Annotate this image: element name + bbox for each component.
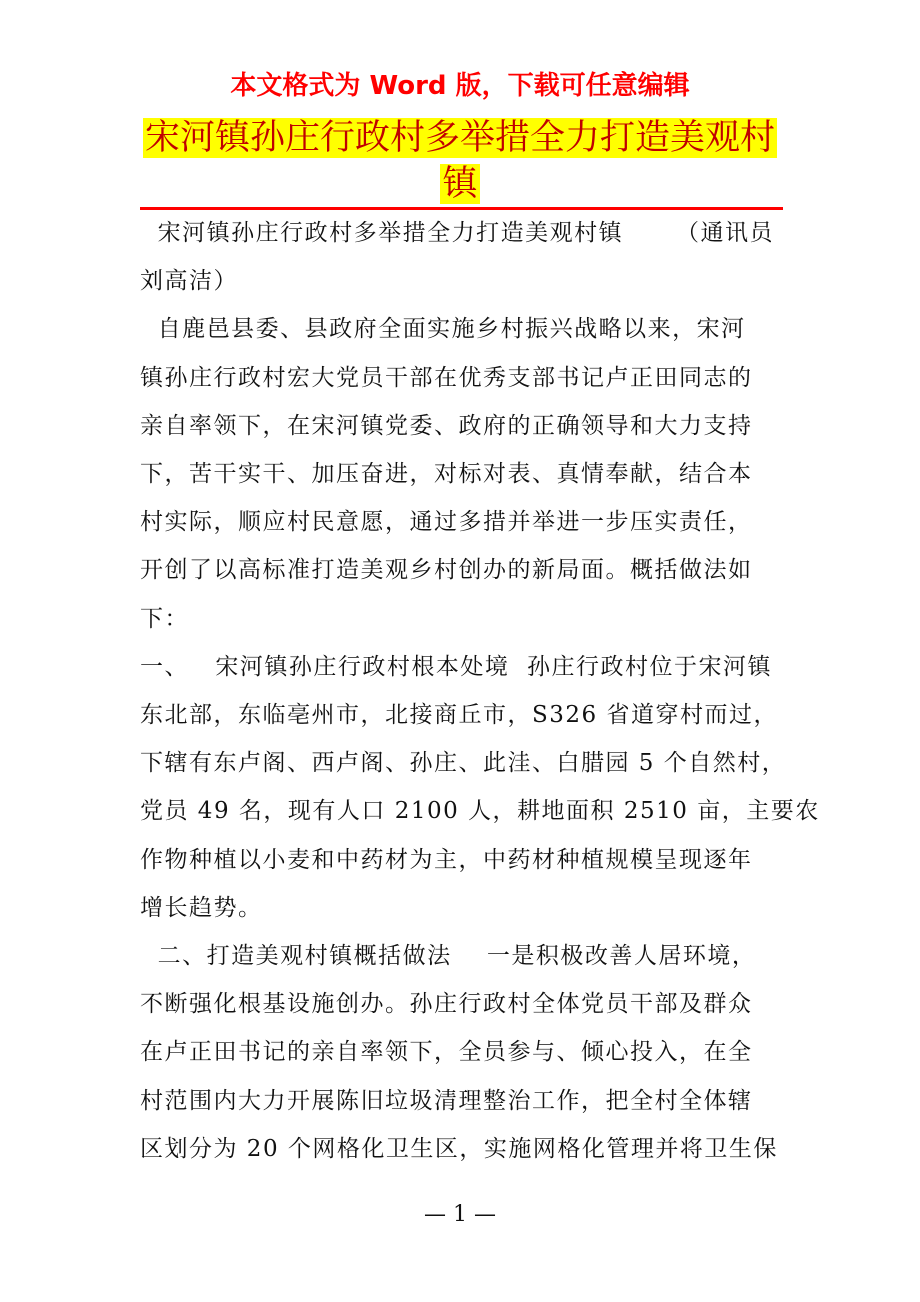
body-text-line: 宋河镇孙庄行政村多举措全力打造美观村镇 （通讯员: [140, 220, 774, 246]
body-text-line: 作物种植以小麦和中药材为主，中药材种植规模呈现逐年: [140, 846, 753, 873]
body-text-line: 刘高洁）: [140, 268, 238, 295]
body-text-line: 党员 49 名，现有人口 2100 人，耕地面积 2510 亩，主要农: [140, 798, 820, 825]
page-number: — 1 —: [424, 1202, 496, 1227]
body-text-line: 增长趋势。: [140, 894, 263, 921]
body-text-line: 不断强化根基设施创办。孙庄行政村全体党员干部及群众: [140, 991, 753, 1018]
body-text-line: 东北部，东临亳州市，北接商丘市，S326 省道穿村而过，: [140, 702, 778, 728]
body-text-line: 亲自率领下，在宋河镇党委、政府的正确领导和大力支持: [140, 412, 753, 439]
title-divider: [140, 207, 783, 210]
body-text-line: 下辖有东卢阁、西卢阁、孙庄、此洼、白腊园 5 个自然村，: [140, 750, 787, 777]
body-text-line: 村实际，顺应村民意愿，通过多措并举进一步压实责任，: [140, 509, 753, 536]
word-format-notice: 本文格式为 Word 版，下载可任意编辑: [230, 71, 690, 101]
body-text-line: 二、打造美观村镇概括做法 一是积极改善人居环境，: [140, 943, 757, 969]
document-title-line-1: [0, 115, 920, 161]
body-text-line: 在卢正田书记的亲自率领下，全员参与、倾心投入，在全: [140, 1039, 753, 1066]
title-text-1: 宋河镇孙庄行政村多举措全力打造美观村: [144, 118, 775, 158]
body-text-line: 下，苦干实干、加压奋进，对标对表、真情奉献，结合本: [140, 461, 753, 487]
body-text-line: 一、 宋河镇孙庄行政村根本处境 孙庄行政村位于宋河镇: [140, 653, 773, 680]
body-text-line: 村范围内大力开展陈旧垃圾清理整治工作，把全村全体辖: [140, 1087, 753, 1114]
body-text-line: 镇孙庄行政村宏大党员干部在优秀支部书记卢正田同志的: [140, 364, 753, 391]
body-text-line: 开创了以高标准打造美观乡村创办的新局面。概括做法如: [140, 557, 753, 584]
body-text-line: 区划分为 20 个网格化卫生区，实施网格化管理并将卫生保: [140, 1135, 778, 1162]
body-text-line: 下：: [140, 605, 189, 632]
document-title-line-2: [0, 161, 920, 207]
title-text-2: 镇: [442, 164, 478, 204]
body-text-line: 自鹿邑县委、县政府全面实施乡村振兴战略以来，宋河: [140, 316, 746, 343]
